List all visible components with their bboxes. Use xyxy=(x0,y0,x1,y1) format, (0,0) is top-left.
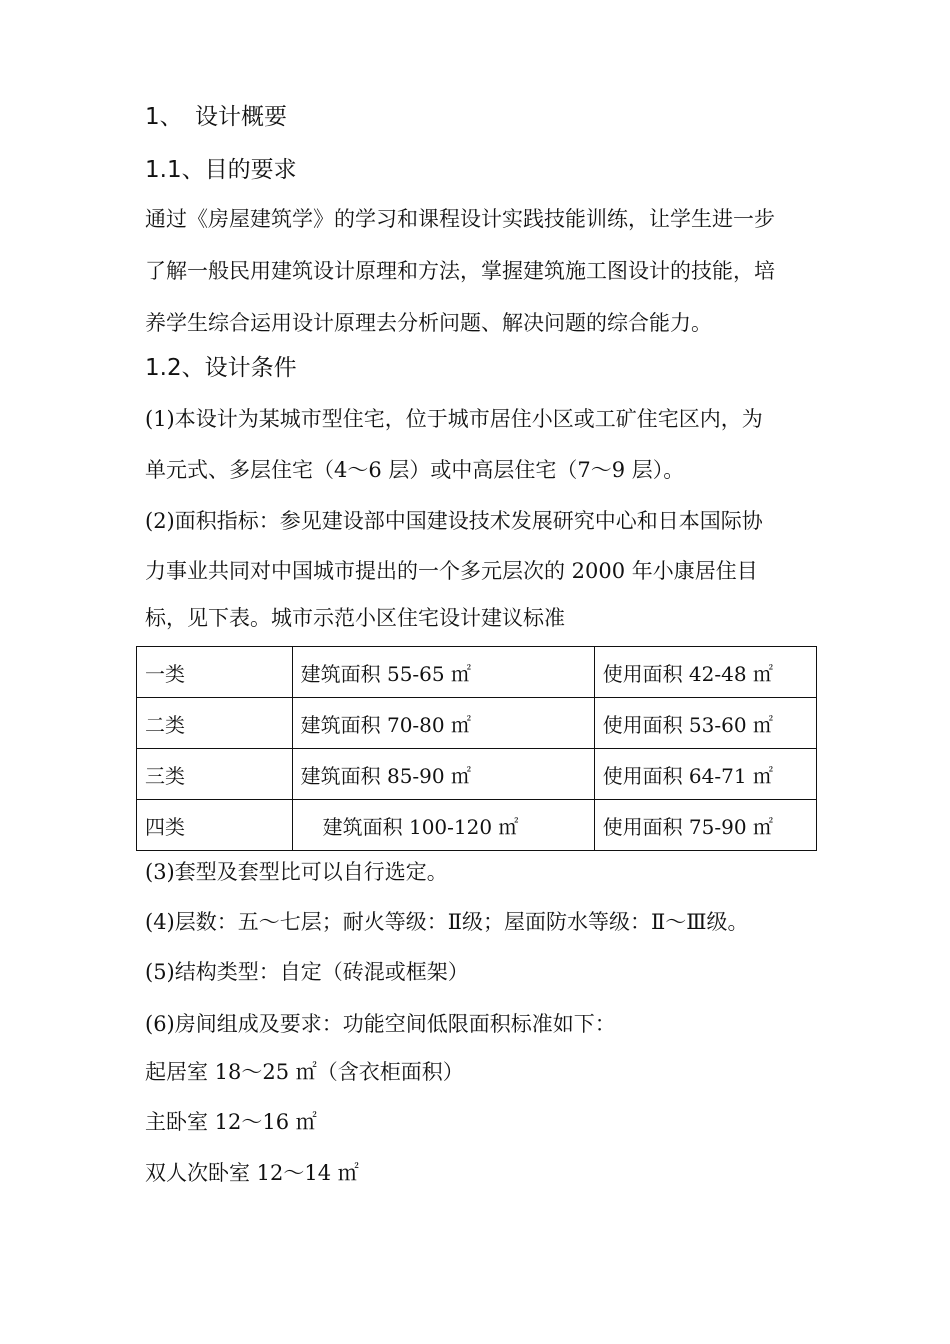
purpose-line-2: 了解一般民用建筑设计原理和方法，掌握建筑施工图设计的技能，培 xyxy=(145,259,775,283)
purpose-line-1: 通过《房屋建筑学》的学习和课程设计实践技能训练，让学生进一步 xyxy=(145,207,775,231)
table-cell-usable-area: 使用面积 64-71 ㎡ xyxy=(594,749,816,800)
table-cell-category: 一类 xyxy=(137,647,293,698)
table-cell-usable-area: 使用面积 75-90 ㎡ xyxy=(594,800,816,851)
table-cell-building-area: 建筑面积 70-80 ㎡ xyxy=(292,698,594,749)
heading-section-1-2: 1.2、设计条件 xyxy=(145,355,297,381)
table-cell-usable-area: 使用面积 53-60 ㎡ xyxy=(594,698,816,749)
table-row xyxy=(137,647,817,698)
requirement-line-3: (3)套型及套型比可以自行选定。 xyxy=(145,860,448,884)
table-cell-usable-area: 使用面积 42-48 ㎡ xyxy=(594,647,816,698)
table-row xyxy=(137,698,817,749)
conditions-line-1: (1)本设计为某城市型住宅，位于城市居住小区或工矿住宅区内，为 xyxy=(145,407,763,431)
conditions-line-4: 力事业共同对中国城市提出的一个多元层次的 2000 年小康居住目 xyxy=(145,559,758,583)
table-cell-category: 二类 xyxy=(137,698,293,749)
heading-text: 设计概要 xyxy=(195,104,287,130)
conditions-line-2: 单元式、多层住宅（4～6 层）或中高层住宅（7～9 层）。 xyxy=(145,458,685,482)
heading-section-1-1: 1.1、目的要求 xyxy=(145,157,297,183)
table-row xyxy=(137,800,817,851)
area-standard-table xyxy=(136,646,817,851)
heading-number: 1、 xyxy=(145,104,183,130)
purpose-line-3: 养学生综合运用设计原理去分析问题、解决问题的综合能力。 xyxy=(145,311,712,335)
conditions-line-5: 标，见下表。城市示范小区住宅设计建议标准 xyxy=(145,606,565,630)
table-row xyxy=(137,749,817,800)
room-living-room: 起居室 18～25 ㎡（含衣柜面积） xyxy=(145,1060,464,1084)
table-cell-building-area: 建筑面积 85-90 ㎡ xyxy=(292,749,594,800)
requirement-line-4: (4)层数：五～七层；耐火等级：Ⅱ级；屋面防水等级：Ⅱ～Ⅲ级。 xyxy=(145,910,749,934)
requirement-line-6: (6)房间组成及要求：功能空间低限面积标准如下： xyxy=(145,1012,616,1036)
heading-section-1 xyxy=(145,101,287,133)
room-secondary-bedroom: 双人次卧室 12～14 ㎡ xyxy=(145,1161,359,1185)
table-cell-building-area: 建筑面积 55-65 ㎡ xyxy=(292,647,594,698)
table-cell-category: 三类 xyxy=(137,749,293,800)
requirement-line-5: (5)结构类型：自定（砖混或框架） xyxy=(145,960,469,984)
room-master-bedroom: 主卧室 12～16 ㎡ xyxy=(145,1110,317,1134)
table-cell-building-area: 建筑面积 100-120 ㎡ xyxy=(292,800,594,851)
table-cell-category: 四类 xyxy=(137,800,293,851)
conditions-line-3: (2)面积指标：参见建设部中国建设技术发展研究中心和日本国际协 xyxy=(145,509,763,533)
